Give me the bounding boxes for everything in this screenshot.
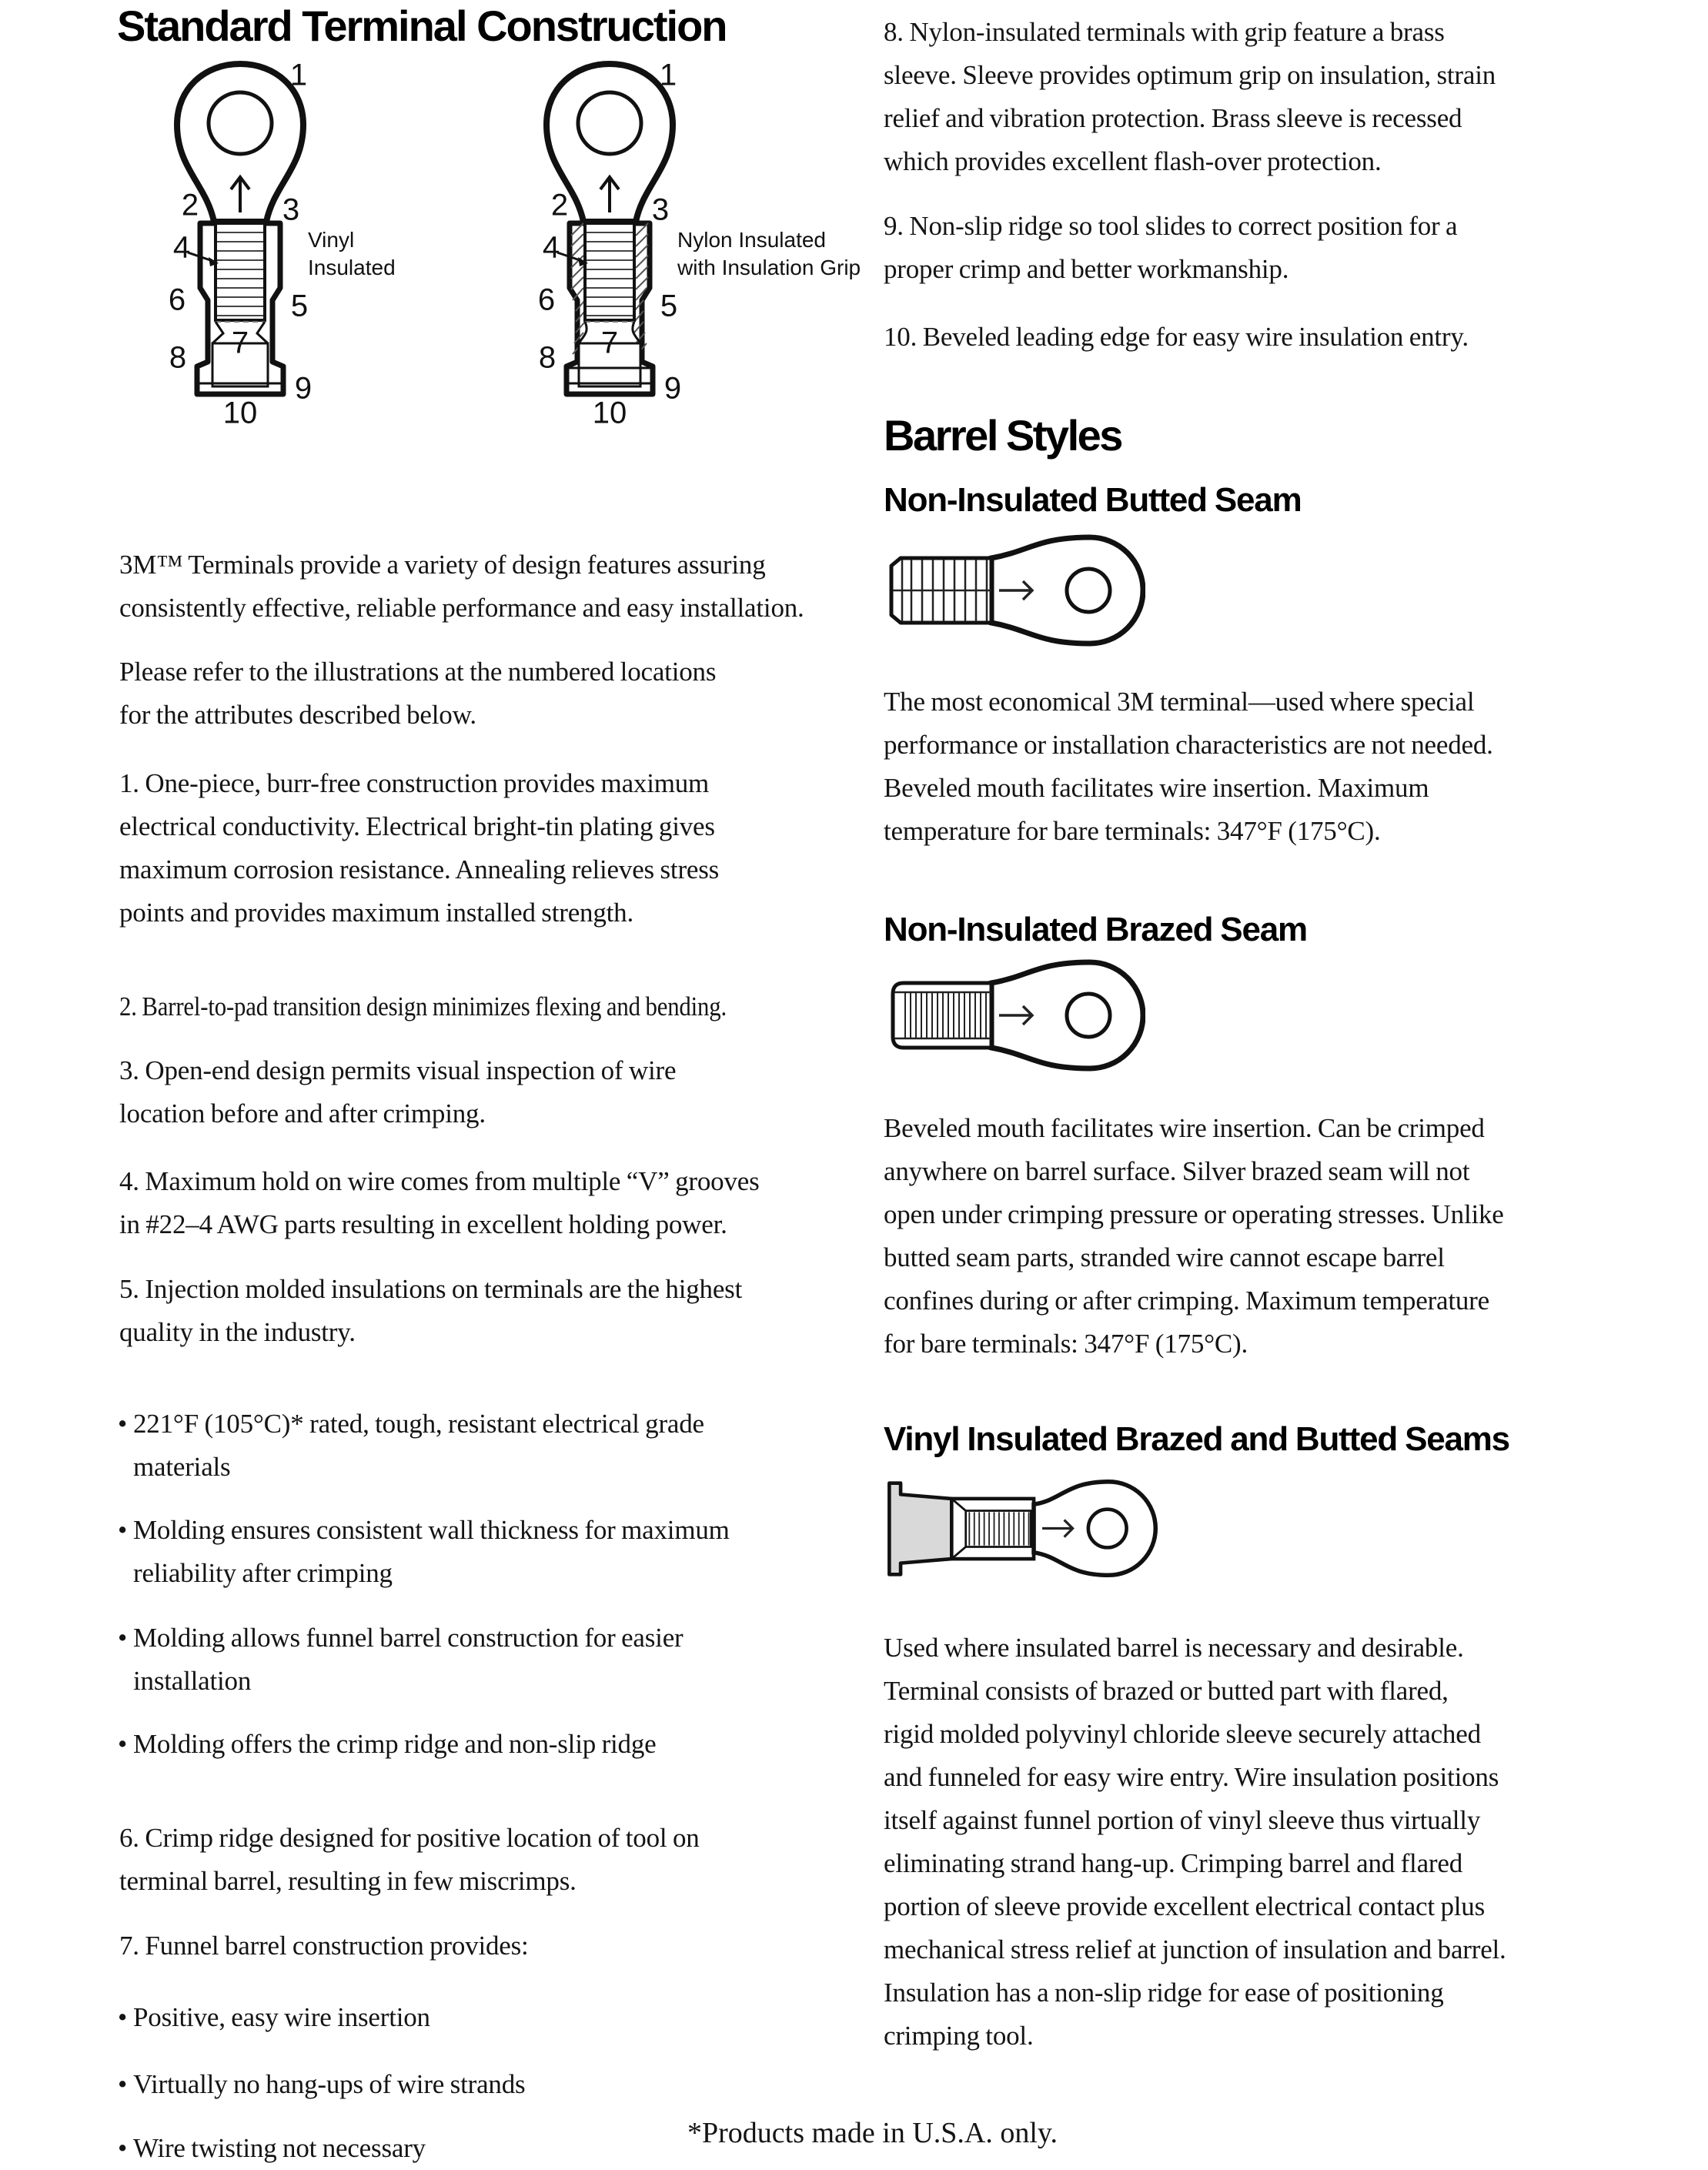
text-line: for bare terminals: 347°F (175°C).	[884, 1329, 1248, 1359]
text-line: maximum corrosion resistance. Annealing relieves stress	[119, 854, 720, 884]
text-line: Please refer to the illustrations at the numbered locations	[119, 657, 717, 687]
text-line: 221°F (105°C)* rated, tough, resistant electrical grade	[133, 1409, 704, 1439]
bullet-icon: •	[118, 1409, 128, 1439]
nylon-insulated-label	[677, 226, 861, 282]
butted-seam-illustration	[884, 533, 1615, 648]
callout-7: 7	[600, 326, 619, 360]
text-line: proper crimp and better workmanship.	[884, 254, 1289, 284]
refer-paragraph	[119, 650, 847, 737]
numbered-item-7	[119, 1924, 847, 1968]
numbered-item-9	[884, 205, 1615, 291]
callout-10: 10	[222, 396, 258, 430]
bullet-icon: •	[118, 2133, 128, 2163]
text-line: Virtually no hang-ups of wire strands	[133, 2069, 526, 2099]
text-line: 7. Funnel barrel construction provides:	[119, 1931, 529, 1961]
callout-9: 9	[663, 371, 682, 406]
text-line: Beveled mouth facilitates wire insertion. Maximum	[884, 773, 1429, 803]
callout-8: 8	[538, 340, 557, 375]
text-line: 5. Injection molded insulations on terminals are the highest	[119, 1274, 743, 1304]
stud-hole	[1067, 994, 1110, 1037]
text-line: eliminating strand hang-up. Crimping barrel and flared	[884, 1848, 1463, 1878]
text-line: The most economical 3M terminal—used where special	[884, 687, 1475, 717]
text-line: Used where insulated barrel is necessary and desirable.	[884, 1633, 1464, 1663]
intro-paragraph	[119, 543, 847, 630]
text-line: 10. Beveled leading edge for easy wire insulation entry.	[884, 322, 1469, 352]
text-line: electrical conductivity. Electrical bright-tin plating gives	[119, 811, 715, 841]
text-line: mechanical stress relief at junction of insulation and barrel.	[884, 1934, 1506, 1964]
bullet-item	[119, 1996, 847, 2039]
callout-8: 8	[169, 340, 187, 375]
text-line: Insulation has a non-slip ridge for ease of positioning	[884, 1978, 1444, 2008]
callout-6: 6	[168, 283, 186, 317]
callout-2: 2	[181, 188, 199, 222]
numbered-item-6	[119, 1817, 847, 1903]
text-line: temperature for bare terminals: 347°F (175°C).	[884, 816, 1381, 846]
stud-hole	[1088, 1510, 1127, 1548]
stud-hole	[209, 92, 272, 154]
text-line: reliability after crimping	[133, 1558, 393, 1588]
callout-5: 5	[290, 289, 309, 323]
page-title: Standard Terminal Construction	[117, 2, 727, 50]
bullet-icon: •	[118, 2002, 128, 2032]
text-line: materials	[133, 1452, 231, 1482]
callout-1: 1	[289, 58, 308, 92]
text-line: Beveled mouth facilitates wire insertion. Can be crimped	[884, 1113, 1485, 1143]
vinyl-insulated-illustration	[884, 1470, 1615, 1587]
vinyl-sleeve-flare	[889, 1483, 951, 1575]
text-line: quality in the industry.	[119, 1317, 356, 1347]
text-line: confines during or after crimping. Maximum temperature	[884, 1286, 1489, 1316]
section-heading-brazed-seam: Non-Insulated Brazed Seam	[884, 911, 1307, 948]
numbered-item-3	[119, 1049, 847, 1135]
text-line: for the attributes described below.	[119, 700, 476, 730]
butted-seam-terminal-drawing	[884, 533, 1145, 648]
text-line: consistently effective, reliable performance and easy installation.	[119, 593, 804, 623]
text-line: Molding allows funnel barrel construction for easier	[133, 1623, 684, 1653]
label-line: with Insulation Grip	[677, 256, 861, 279]
footnote: *Products made in U.S.A. only.	[687, 2117, 1058, 2149]
bullet-item	[119, 1509, 847, 1595]
label-line: Vinyl	[308, 228, 355, 252]
numbered-item-1	[119, 762, 847, 935]
callout-1: 1	[659, 58, 677, 92]
brazed-seam-illustration	[884, 958, 1615, 1073]
bullet-item	[119, 1403, 847, 1489]
text-line: relief and vibration protection. Brass sleeve is recessed	[884, 103, 1462, 133]
left-column	[119, 543, 847, 2170]
bullet-icon: •	[118, 2069, 128, 2099]
right-column	[884, 11, 1615, 2058]
callout-5: 5	[660, 289, 678, 323]
text-line: sleeve. Sleeve provides optimum grip on insulation, strain	[884, 60, 1496, 90]
numbered-item-10	[884, 316, 1615, 359]
text-line: 2. Barrel-to-pad transition design minimizes flexing and bending.	[119, 991, 727, 1021]
text-line: and funneled for easy wire entry. Wire insulation positions	[884, 1762, 1499, 1792]
brazed-seam-paragraph	[884, 1107, 1615, 1366]
callout-4: 4	[542, 230, 560, 265]
text-line: Molding offers the crimp ridge and non-slip ridge	[133, 1729, 657, 1759]
callout-7: 7	[231, 326, 249, 360]
text-line: 1. One-piece, burr-free construction provides maximum	[119, 768, 710, 798]
bullet-item	[119, 1617, 847, 1703]
brazed-seam-terminal-drawing	[884, 958, 1145, 1073]
text-line: 8. Nylon-insulated terminals with grip feature a brass	[884, 17, 1445, 47]
stud-hole	[578, 92, 641, 154]
numbered-item-5	[119, 1268, 847, 1354]
text-line: Wire twisting not necessary	[133, 2133, 426, 2163]
bullet-icon: •	[118, 1515, 128, 1545]
callout-9: 9	[294, 371, 313, 406]
text-line: 4. Maximum hold on wire comes from multiple “V” grooves	[119, 1166, 760, 1196]
text-line: 3M™ Terminals provide a variety of design features assuring	[119, 550, 766, 580]
bullet-icon: •	[118, 1729, 128, 1759]
vinyl-insulated-label	[308, 226, 396, 282]
vinyl-insulated-terminal-drawing	[884, 1470, 1167, 1587]
callout-10: 10	[592, 396, 627, 430]
numbered-item-4	[119, 1160, 847, 1246]
callout-2: 2	[550, 188, 569, 222]
vinyl-terminal-diagram	[148, 58, 396, 445]
text-line: location before and after crimping.	[119, 1098, 486, 1128]
stud-hole	[1067, 569, 1110, 612]
numbered-item-2	[119, 985, 847, 1028]
callout-3: 3	[282, 192, 300, 227]
text-line: butted seam parts, stranded wire cannot escape barrel	[884, 1242, 1445, 1272]
bullet-item	[119, 1723, 847, 1766]
section-heading-vinyl-insulated: Vinyl Insulated Brazed and Butted Seams	[884, 1420, 1509, 1458]
text-line: 3. Open-end design permits visual inspection of wire	[119, 1055, 677, 1085]
label-line: Insulated	[308, 256, 396, 279]
callout-3: 3	[651, 192, 670, 227]
vinyl-insulated-paragraph	[884, 1627, 1615, 2058]
bullet-item	[119, 2063, 847, 2106]
butted-seam-paragraph	[884, 680, 1615, 853]
text-line: Positive, easy wire insertion	[133, 2002, 430, 2032]
text-line: itself against funnel portion of vinyl sleeve thus virtually	[884, 1805, 1481, 1835]
text-line: Terminal consists of brazed or butted part with flared,	[884, 1676, 1449, 1706]
text-line: which provides excellent flash-over protection.	[884, 146, 1382, 176]
label-line: Nylon Insulated	[677, 228, 827, 252]
bullet-icon: •	[118, 1623, 128, 1653]
text-line: open under crimping pressure or operating stresses. Unlike	[884, 1199, 1504, 1229]
text-line: in #22–4 AWG parts resulting in excellent holding power.	[119, 1209, 727, 1239]
text-line: installation	[133, 1666, 252, 1696]
text-line: crimping tool.	[884, 2021, 1034, 2051]
section-heading-butted-seam: Non-Insulated Butted Seam	[884, 481, 1302, 519]
text-line: points and provides maximum installed strength.	[119, 898, 634, 928]
barrel-styles-heading: Barrel Styles	[884, 411, 1121, 460]
text-line: rigid molded polyvinyl chloride sleeve securely attached	[884, 1719, 1481, 1749]
text-line: Molding ensures consistent wall thickness for maximum	[133, 1515, 730, 1545]
text-line: terminal barrel, resulting in few miscrimps.	[119, 1866, 577, 1896]
text-line: portion of sleeve provide excellent electrical contact plus	[884, 1891, 1486, 1921]
text-line: 9. Non-slip ridge so tool slides to correct position for a	[884, 211, 1458, 241]
callout-6: 6	[537, 283, 556, 317]
text-line: performance or installation characteristics are not needed.	[884, 730, 1493, 760]
text-line: anywhere on barrel surface. Silver brazed seam will not	[884, 1156, 1470, 1186]
numbered-item-8	[884, 11, 1615, 183]
callout-4: 4	[172, 230, 191, 265]
nylon-terminal-diagram	[517, 58, 861, 445]
text-line: 6. Crimp ridge designed for positive location of tool on	[119, 1823, 700, 1853]
